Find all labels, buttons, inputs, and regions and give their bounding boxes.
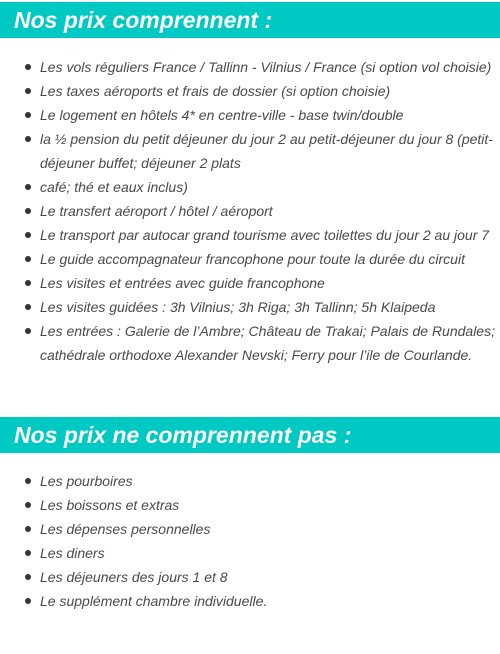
list-item: Les visites guidées : 3h Vilnius; 3h Riga; 3h Tallinn; 5h Klaipeda <box>0 295 500 319</box>
list-item: Les diners <box>0 541 500 565</box>
list-item: la ½ pension du petit déjeuner du jour 2 au petit-déjeuner du jour 8 (petit-déjeuner buffet; déjeuner 2 plats <box>0 127 500 175</box>
list-item: Les vols réguliers France / Tallinn - Vilnius / France (si option vol choisie) <box>0 55 500 79</box>
list-item: Les taxes aéroports et frais de dossier (si option choisie) <box>0 79 500 103</box>
included-title: Nos prix comprennent : <box>0 2 500 38</box>
list-item: Le supplément chambre individuelle. <box>0 589 500 613</box>
list-item: Le transfert aéroport / hôtel / aéroport <box>0 199 500 223</box>
list-item: Le transport par autocar grand tourisme avec toilettes du jour 2 au jour 7 <box>0 223 500 247</box>
list-item: Le guide accompagnateur francophone pour toute la durée du circuit <box>0 247 500 271</box>
list-item: Les visites et entrées avec guide francophone <box>0 271 500 295</box>
excluded-section <box>0 417 500 613</box>
list-item: Les dépenses personnelles <box>0 517 500 541</box>
list-item: café; thé et eaux inclus) <box>0 175 500 199</box>
excluded-list <box>0 453 500 613</box>
included-section <box>0 2 500 367</box>
list-item: Le logement en hôtels 4* en centre-ville - base twin/double <box>0 103 500 127</box>
section-spacer <box>0 367 500 417</box>
list-item: Les entrées : Galerie de l’Ambre; Château de Trakai; Palais de Rundales; cathédrale orthodoxe Alexander Nevski; Ferry pour l’ile de Courlande. <box>0 319 500 367</box>
list-item: Les déjeuners des jours 1 et 8 <box>0 565 500 589</box>
list-item: Les pourboires <box>0 469 500 493</box>
excluded-title: Nos prix ne comprennent pas : <box>0 417 500 453</box>
included-list <box>0 38 500 367</box>
list-item: Les boissons et extras <box>0 493 500 517</box>
